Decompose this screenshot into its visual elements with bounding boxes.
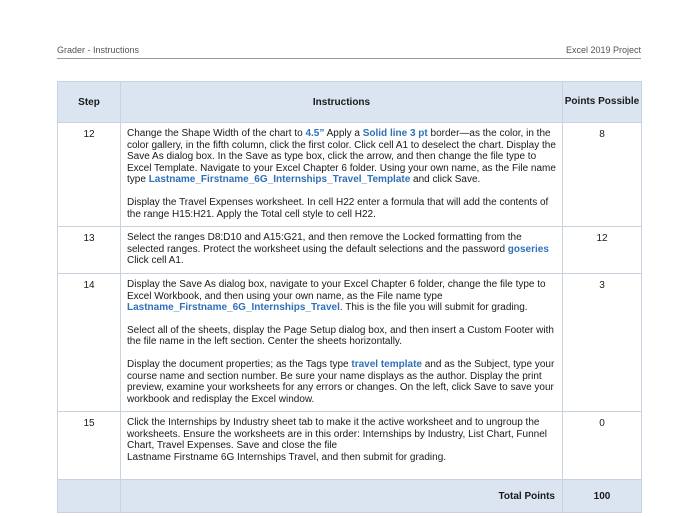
instruction-paragraph: Select all of the sheets, display the Page Setup dialog box, and then insert a Custom Footer with the file name in the left section. Center the sheets horizontally. xyxy=(127,324,554,348)
instruction-paragraph xyxy=(127,359,556,405)
table-row xyxy=(58,227,642,274)
highlight-value: goseries xyxy=(507,243,549,255)
col-header-step: Step xyxy=(58,82,121,123)
step-number: 13 xyxy=(58,227,121,274)
instructions-cell xyxy=(121,273,563,411)
highlight-value: Solid line 3 pt xyxy=(362,128,428,139)
instructions-cell xyxy=(121,227,563,274)
total-value: 100 xyxy=(563,480,642,513)
points-value: 0 xyxy=(563,412,642,480)
instruction-text: . This is the file you will submit for grading. xyxy=(339,302,528,314)
instructions-table xyxy=(57,81,642,513)
points-value: 3 xyxy=(563,273,642,411)
col-header-points: Points Possible xyxy=(563,82,642,123)
step-number: 14 xyxy=(58,273,121,411)
instruction-text: Display the Save As dialog box, navigate to your Excel Chapter 6 folder, change the file type to Excel Workbook, and then using your own name, as the File name type xyxy=(127,278,546,302)
table-row xyxy=(58,273,642,411)
step-number: 12 xyxy=(58,123,121,227)
instruction-text: border—as the color, in the color gallery, in the fifth column, click the first color. Click cell A1 to deselect the chart. Display the Save As dialog box. In the Save as type box, click the arrow, and then change the file type to Excel Template. Navigate to your Excel Chapter 6 folder. Using your own name, as the File name type xyxy=(127,128,556,186)
page-header xyxy=(57,44,641,58)
instructions-cell xyxy=(121,123,563,227)
instruction-clip xyxy=(127,417,556,465)
instruction-paragraph xyxy=(127,279,556,314)
instruction-text: Apply a xyxy=(324,128,363,139)
highlight-value: 4.5” xyxy=(305,128,325,139)
table-row xyxy=(58,123,642,227)
instruction-paragraph xyxy=(127,128,556,186)
table-row xyxy=(58,412,642,480)
instruction-text: and click Save. xyxy=(410,174,481,186)
highlight-value: Lastname_Firstname_6G_Internships_Travel_Template xyxy=(148,174,411,186)
instruction-text: Select the ranges D8:D10 and A15:G21, and then remove the Locked formatting from the selected ranges. Protect the worksheet using the default selections and the password xyxy=(127,232,522,255)
total-row xyxy=(58,480,642,513)
header-left: Grader - Instructions xyxy=(57,45,140,55)
points-value: 8 xyxy=(563,123,642,227)
instruction-paragraph: Display the Travel Expenses worksheet. In cell H22 enter a formula that will add the contents of the range H15:H21. Apply the Total cell style to cell H22. xyxy=(127,196,549,220)
instruction-paragraph xyxy=(127,232,556,267)
instruction-text: Display the document properties; as the Tags type xyxy=(127,358,352,370)
points-value: 12 xyxy=(563,227,642,274)
instruction-paragraph: Click the Internships by Industry sheet tab to make it the active worksheet and to ungroup the worksheets. Ensure the worksheets are in this order: Internships by Industry, List Chart, Funnel Chart, Travel Expenses. Save and close the file xyxy=(127,417,548,452)
highlight-value: Lastname_Firstname_6G_Internships_Travel xyxy=(127,302,340,314)
instruction-paragraph: Lastname Firstname 6G Internships Travel, and then submit for grading. xyxy=(127,452,447,464)
highlight-value: travel template xyxy=(351,358,422,370)
col-header-instructions: Instructions xyxy=(121,82,563,123)
header-right: Excel 2019 Project xyxy=(565,45,641,55)
table-header-row xyxy=(58,82,642,123)
instructions-cell xyxy=(121,412,563,480)
total-spacer xyxy=(58,480,121,513)
total-label: Total Points xyxy=(121,480,563,513)
step-number: 15 xyxy=(58,412,121,480)
instruction-text: Click cell A1. xyxy=(127,255,184,267)
instruction-text: and as the Subject, type your course name and section number. Be sure your name displays as the author. Display the print preview, examine your worksheets for any errors or changes. On the left, click Save to save your workbook and redisplay the Excel window. xyxy=(127,358,555,405)
header-divider xyxy=(57,58,641,59)
instruction-text: Change the Shape Width of the chart to xyxy=(127,128,306,139)
